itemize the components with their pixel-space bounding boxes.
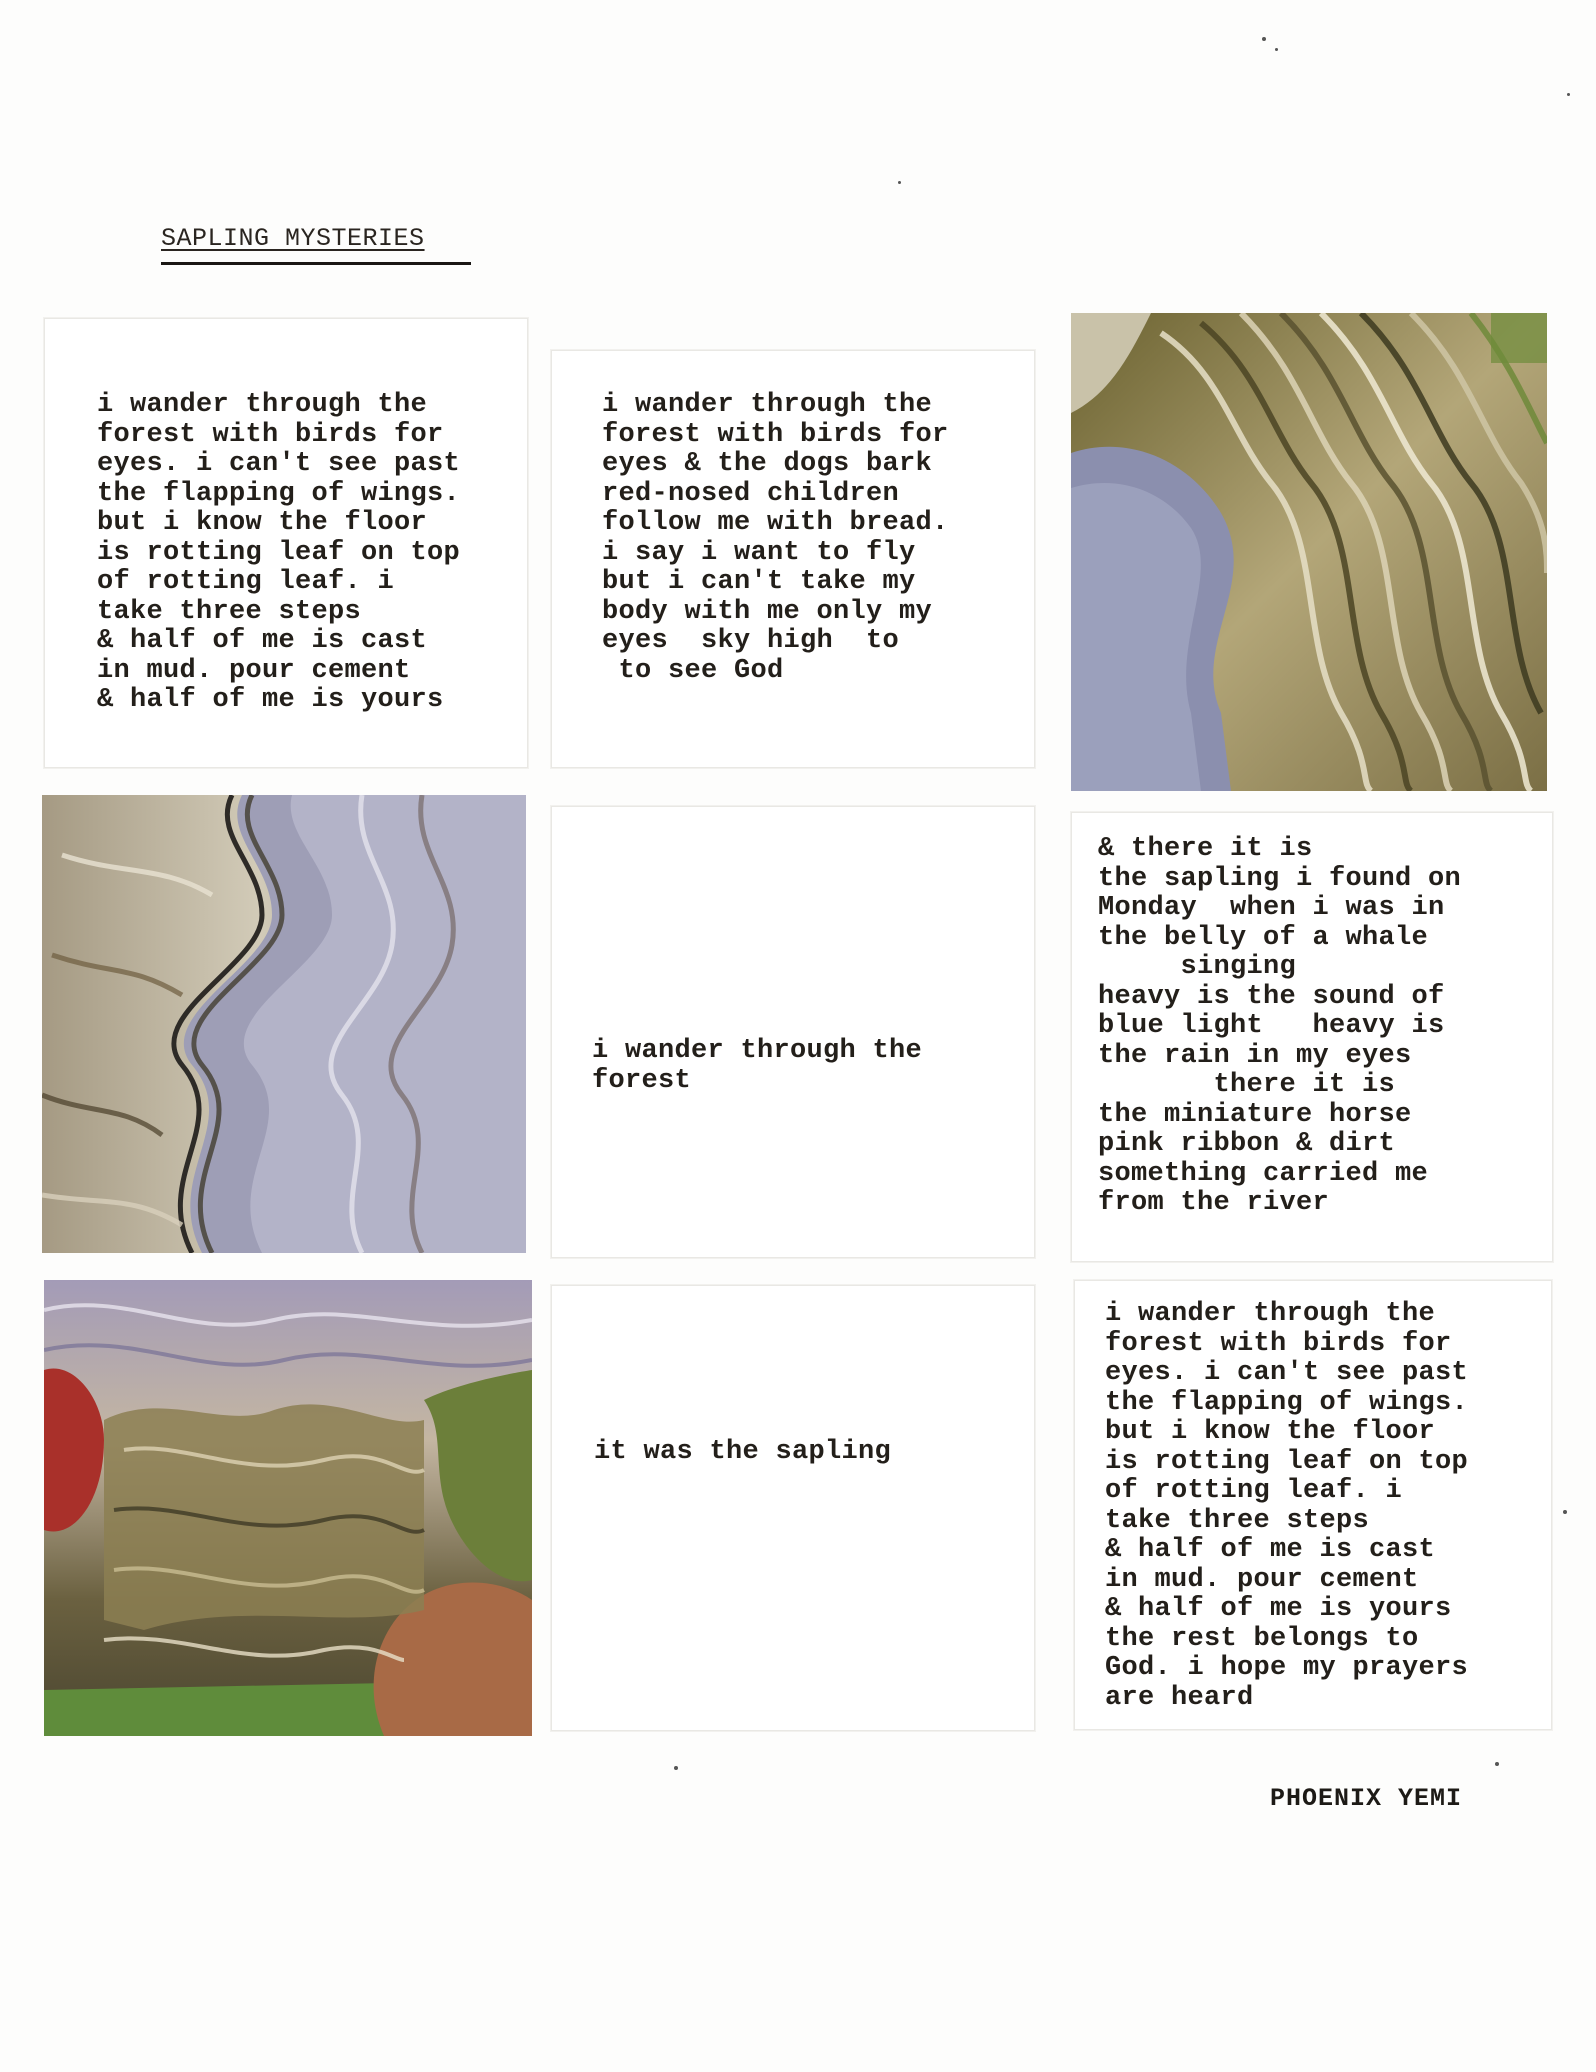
dust-speck <box>1563 1510 1567 1514</box>
collage-image-bottom-left <box>44 1280 532 1736</box>
author-name: PHOENIX YEMI <box>1270 1784 1463 1813</box>
panel-top-left-text: i wander through the forest with birds for eyes. i can't see past the flapping of wings. but i know the floor is rotting leaf on top of rotting leaf. i take three steps & half of me is cast in mud. pour cement & half of me is yours <box>97 390 461 715</box>
panel-middle-right-text: & there it is the sapling i found on Monday when i was in the belly of a whale singing heavy is the sound of blue light heavy is the rain in my eyes there it is the miniature horse pink ribbon & dirt something carried me from the river <box>1098 834 1462 1218</box>
collage-image-top-right <box>1071 313 1547 791</box>
title-underline-rule <box>161 262 471 265</box>
panel-top-left <box>44 318 528 768</box>
dust-speck <box>1262 37 1266 41</box>
collage-image-middle-left <box>42 795 526 1253</box>
panel-bottom-middle <box>551 1285 1035 1731</box>
panel-bottom-right <box>1074 1280 1552 1730</box>
dust-speck <box>1275 48 1278 51</box>
dust-speck <box>1495 1762 1499 1766</box>
panel-top-middle <box>551 350 1035 768</box>
panel-center <box>551 806 1035 1258</box>
page-title: SAPLING MYSTERIES <box>161 224 425 253</box>
dust-speck <box>898 181 901 184</box>
dust-speck <box>1567 93 1570 96</box>
panel-bottom-middle-text: it was the sapling <box>594 1437 892 1467</box>
panel-bottom-right-text: i wander through the forest with birds for eyes. i can't see past the flapping of wings. but i know the floor is rotting leaf on top of rotting leaf. i take three steps & half of me is cast in mud. pour cement & half of me is yours the rest belongs to God. i hope my prayers are heard <box>1105 1299 1469 1713</box>
panel-top-middle-text: i wander through the forest with birds for eyes & the dogs bark red-nosed children follow me with bread. i say i want to fly but i can't take my body with me only my eyes sky high to to see God <box>602 390 949 686</box>
panel-center-text: i wander through the forest <box>592 1036 923 1096</box>
panel-middle-right <box>1071 812 1553 1262</box>
dust-speck <box>674 1766 678 1770</box>
